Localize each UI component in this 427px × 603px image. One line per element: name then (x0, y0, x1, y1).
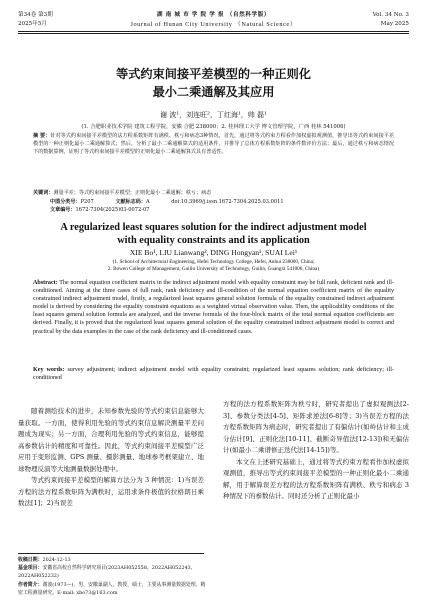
abstract-en-text: The normal equation coefficient matrix in the indirect adjustment model with equality constraint may be full rank, deficient rank and ill-conditioned. Aiming at the three cases of full rank, rank deficiency and ill-condition of the normal equation coefficient matrix of the equality constrained indirect adjustment model, firstly, a regularized least squares general solution formula of the equality constrained indirect adjustment model is derived by considering the equality constraint equations as a weighted virtual observation value. Then, the applicability conditions of the least squares general solution formula are analyzed, and the inverse formula of the four-block matrix of the total normal equation coefficients are derived. Finally, it is proved that the regularized least squares general solution of the equality constrained indirect adjustment model is correct and practical by the data examples in the case of the rank deficiency and ill-conditioned cases. (33, 280, 394, 335)
keywords-cn-label: 关键词： (33, 190, 54, 196)
doc-code-label: 文献标志码： (115, 199, 146, 205)
volume-issue-en: Vol. 34 No. 3 (372, 12, 409, 18)
title-cn-line2: 最小二乘通解及其应用 (152, 85, 275, 99)
abstract-en-label: Abstract: (33, 280, 58, 286)
body-paragraph: 本文在上述研究基础上，通过将等式约束方程看作加权虚拟观测值，推导出等式约束间接平差模型的一种正则化最小二乘通解，用于解算误差方程的法方程系数矩阵有满秩、秩亏和病态 3 种情况下的参数估计。同时还分析了正则化最小 (223, 457, 409, 500)
body-column-right (223, 399, 409, 503)
keywords-en-text: survey adjustment; indirect adjustment model with equality constraint; regularized least squares solution; rank deficiency; ill-conditioned (33, 367, 394, 382)
article-number-label: 文章编号： (50, 207, 76, 213)
affiliation-en-2: 2. Bowen College of Management, Guilin University of Technology, Guilin, Guangxi 541006, China) (107, 266, 320, 272)
authors-cn: 谢 波¹，刘连旺²，丁红海¹，帅 磊¹ (160, 111, 267, 119)
footnote-rule (18, 553, 204, 554)
header-rule-thin (18, 33, 409, 34)
abstract-cn (33, 133, 394, 157)
doc-code-value: A (145, 199, 150, 205)
received-date: 收稿日期：2024-12-13 (18, 557, 71, 563)
affiliation-en-1: (1. School of Architectural Engineering, Hefei Technology College, Hefei, Anhui 238000, China; (112, 259, 315, 265)
article-number-line (50, 207, 159, 215)
doi[interactable]: doi:10.3969/j.issn.1672-7304.2025.03.0011 (171, 199, 284, 205)
fund-info: 基金项目：安徽省高校自然科学研究项目(2023AH052558、2022AH052243、2022AH052232) (18, 565, 196, 580)
keywords-en (33, 366, 394, 382)
authors-en: XIE Bo¹, LIU Lianwang², DING Hongyan¹, SUAI Lei¹ (129, 248, 298, 257)
clc-label: 中图分类号： (50, 199, 81, 205)
keywords-cn (33, 190, 394, 198)
keywords-en-label: Key words: (33, 367, 65, 373)
body-paragraph: 随着测绘技术的进步，未知参数先验的等式约束信息能够大量获取。一方面，使得利用先验的等式约束信息解决测量平差问题成为现实；另一方面，合理利用先验的等式约束信息，能够提高参数估计的精度和可靠性。因此，等式约束间接平差模型广泛应用于变形监测、GPS 测量、摄影测量、地球参考框架建立、地球物理反演等大地测量数据处理中。 (18, 407, 204, 473)
issue-date-en: May 2025 (380, 21, 409, 27)
abstract-cn-label: 摘 要： (33, 133, 51, 139)
keywords-cn-text: 测量平差；等式约束间接平差模型；正则化最小二乘通解；秩亏；病态 (53, 190, 212, 196)
author-bio: 作者简介：谢波(1973—)，男，安徽巢湖人，教授，硕士，主要从事测量数据处理、精密工程测量研究。E-mail: xbo73@163.com (18, 581, 206, 596)
article-number-value: 1672-7304(2025)03-0072-07 (75, 207, 150, 213)
abstract-cn-text: 针对等式约束间接平差模型的法方程系数矩阵有满秩、秩亏和病态3种情况，首先，通过将等式约束方程看作加权虚拟观测值，推导出等式约束间接平差模型的一种正则化最小二乘通解算式；然后，分析了最小二乘通解算式的适用条件，并推导了总体方程系数矩阵的条件数评价方法；最后，通过秩亏和病态情况下的数据算例，证明了等式约束间接平差模型的正则化最小二乘通解算式具有普适性。 (33, 133, 394, 155)
journal-name-cn: 湖 南 城 市 学 院 学 报 （自然科学版） (156, 12, 271, 18)
journal-name-en: Journal of Hunan City University （Natural Science） (130, 21, 297, 28)
title-cn-line1: 等式约束间接平差模型的一种正则化 (116, 67, 311, 81)
clc-value: P207 (80, 199, 94, 205)
volume-issue: 第34卷 第3期 (18, 12, 53, 18)
classification-line (50, 199, 294, 207)
title-en: A regularized least squares solution for the indirect adjustment model with equality constraints and its application (60, 222, 367, 246)
body-paragraph: 方程的法方程系数矩阵为秩亏时，研究者提出了虚拟观测法[2-3]、参数分类法[4-5]、矩阵求逆法[6-8]等；3)当误差方程的法方程系数矩阵为病态时，研究者提出了有偏估计(如岭估计和主成分估计[9]、正则化法[10-11]、截断奇异值法[12-13])和无偏估计(如最小二乘谱修正迭代法[14-15])等。 (223, 400, 409, 454)
body-paragraph: 等式约束间接平差模型的解算方法分为 3 种情况：1)当误差方程的法方程系数矩阵为满秩时，运用求条件极值的拉格朗日乘数法[1]；2)当误差 (18, 476, 204, 507)
abstract-en (33, 279, 394, 336)
affiliation-cn: (1. 合肥职业技术学院 建筑工程学院，安徽 合肥 238000；2. 桂林理工大学 博文管理学院，广西 桂林 541006) (81, 124, 346, 130)
footnote (18, 556, 208, 597)
header-rule (18, 31, 409, 32)
body-column-left (18, 406, 204, 510)
issue-date: 2025年5月 (18, 21, 47, 27)
